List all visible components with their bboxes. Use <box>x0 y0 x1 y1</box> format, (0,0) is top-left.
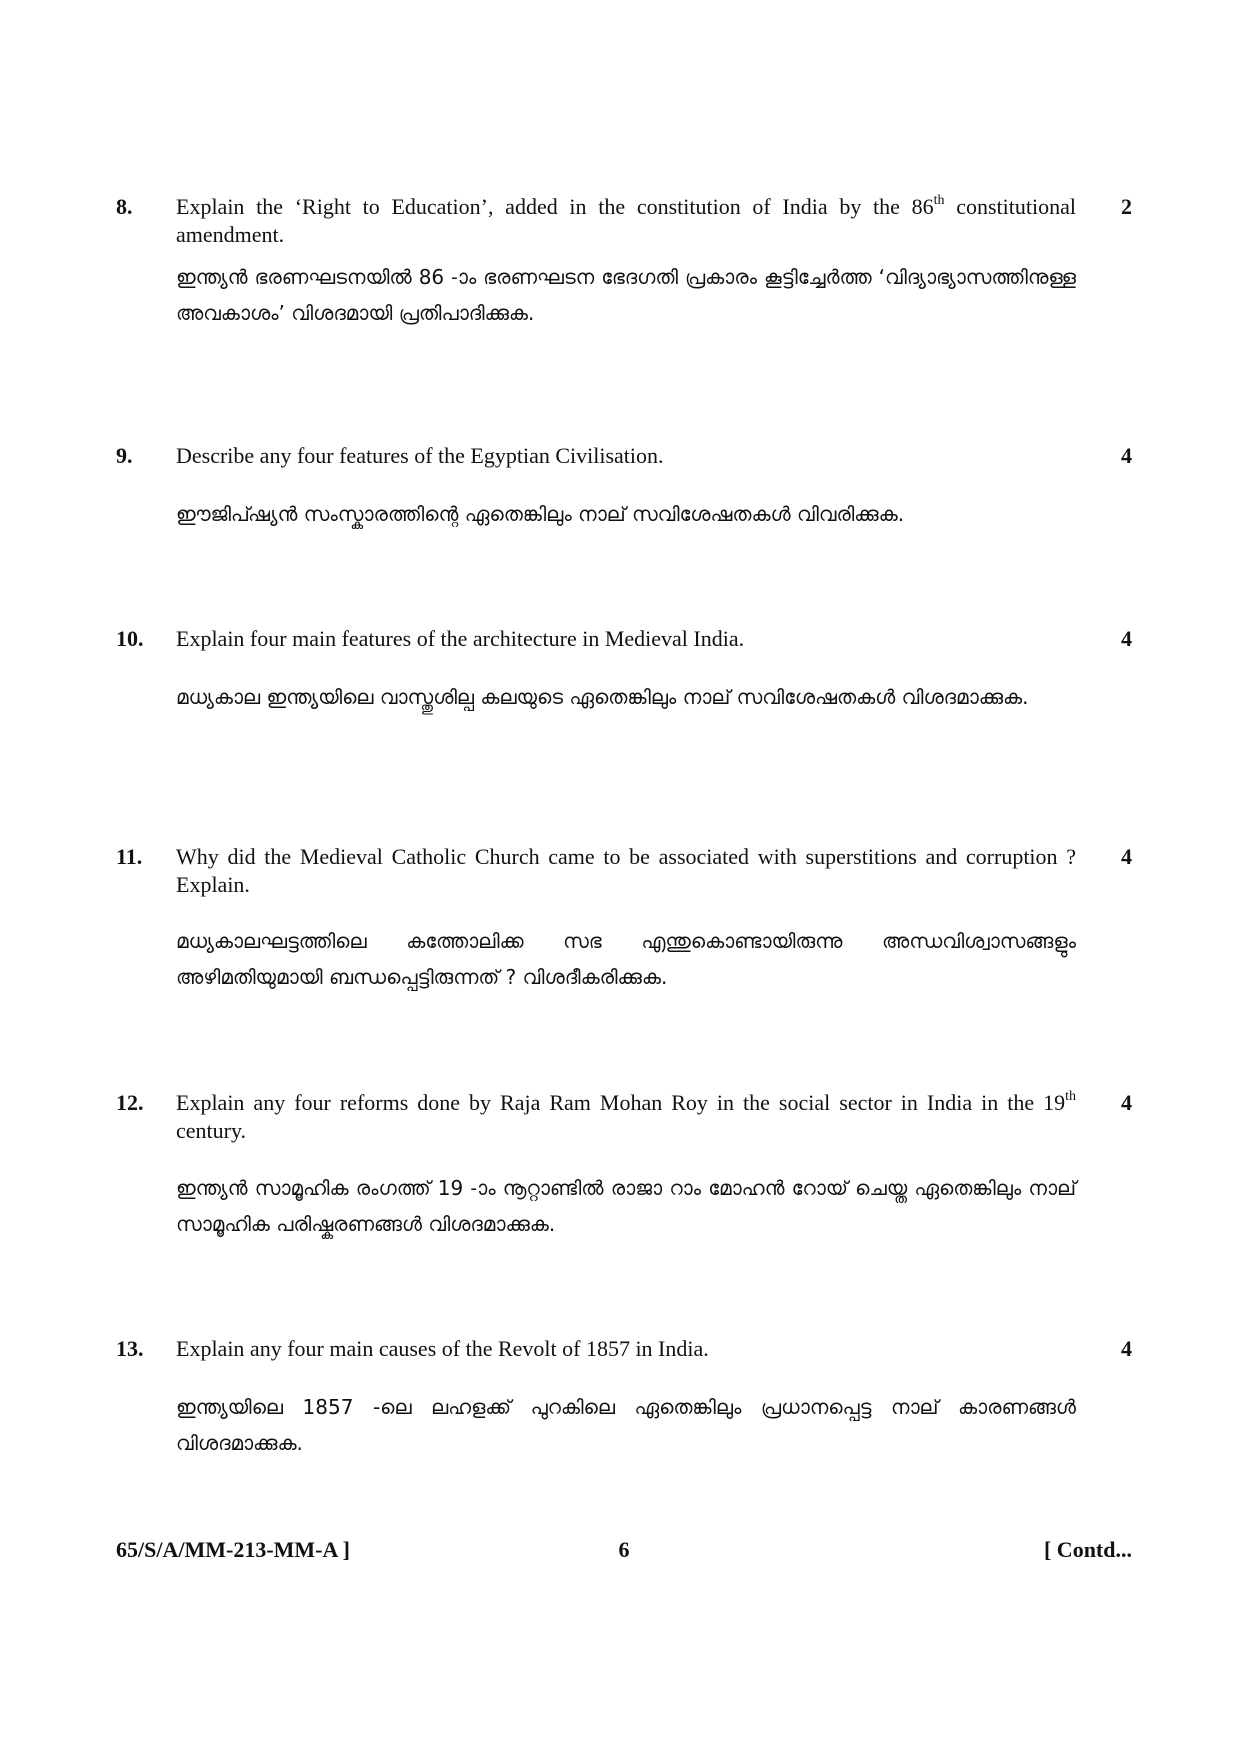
question-marks: 4 <box>1121 443 1132 468</box>
question-text-malayalam: മധ്യകാലഘട്ടത്തിലെ കത്തോലിക്ക സഭ എന്തുകൊണ്ടായിരുന്നു അന്ധവിശ്വാസങ്ങളും അഴിമതിയുമായി ബന്ധപ്പെട്ടിരുന്നത് ? വിശദീകരിക്കുക. <box>176 929 1076 989</box>
question-marks: 4 <box>1121 1336 1132 1361</box>
question-text-malayalam: ഈജിപ്ഷ്യൻ സംസ്കാരത്തിന്റെ ഏതെങ്കിലും നാല് സവിശേഷതകൾ വിവരിക്കുക. <box>176 502 905 526</box>
question-number: 11. <box>116 844 143 869</box>
question-number: 8. <box>116 194 133 219</box>
question-marks: 4 <box>1121 844 1132 869</box>
question-marks: 4 <box>1121 626 1132 651</box>
question-text-english: Describe any four features of the Egyptian Civilisation. <box>176 443 664 468</box>
question-text-malayalam: ഇന്ത്യയിലെ 1857 -ലെ ലഹളക്ക് പുറകിലെ ഏതെങ്കിലും പ്രധാനപ്പെട്ട നാല് കാരണങ്ങൾ വിശദമാക്കുക. <box>176 1395 1076 1455</box>
question-text-malayalam: ഇന്ത്യൻ സാമൂഹിക രംഗത്ത് 19 -ാം നൂറ്റാണ്ടിൽ രാജാ റാം മോഹൻ റോയ് ചെയ്ത ഏതെങ്കിലും നാല് സാമൂഹിക പരിഷ്കരണങ്ങൾ വിശദമാക്കുക. <box>176 1176 1076 1236</box>
page-number: 6 <box>618 1537 630 1562</box>
paper-code: 65/S/A/MM-213-MM-A ] <box>116 1537 350 1562</box>
question-number: 13. <box>116 1336 144 1361</box>
question-number: 9. <box>116 443 133 468</box>
question-marks: 2 <box>1121 194 1132 219</box>
question-text-english: Why did the Medieval Catholic Church came to be associated with superstitions and corruption ? Explain. <box>176 844 1076 897</box>
question-text-malayalam: ഇന്ത്യൻ ഭരണഘടനയിൽ 86 -ാം ഭരണഘടന ഭേദഗതി പ്രകാരം കൂട്ടിച്ചേർത്ത ‘വിദ്യാഭ്യാസത്തിനുള്ള അവകാശം’ വിശദമായി പ്രതിപാദിക്കുക. <box>176 265 1076 325</box>
question-text-english: Explain any four main causes of the Revolt of 1857 in India. <box>176 1336 709 1361</box>
question-text-malayalam: മധ്യകാല ഇന്ത്യയിലെ വാസ്തുശില്പ കലയുടെ ഏതെങ്കിലും നാല് സവിശേഷതകൾ വിശദമാക്കുക. <box>176 685 1029 709</box>
question-text-english: Explain any four reforms done by Raja Ram Mohan Roy in the social sector in India in the 19th century. <box>176 1088 1076 1143</box>
page-footer <box>116 1536 1132 1566</box>
question-marks: 4 <box>1121 1090 1132 1115</box>
continued-label: [ Contd... <box>1043 1537 1132 1562</box>
question-text-english: Explain the ‘Right to Education’, added in the constitution of India by the 86th constitutional amendment. <box>176 192 1077 247</box>
question-number: 12. <box>116 1090 144 1115</box>
question-text-english: Explain four main features of the architecture in Medieval India. <box>176 626 745 651</box>
question-number: 10. <box>116 626 144 651</box>
